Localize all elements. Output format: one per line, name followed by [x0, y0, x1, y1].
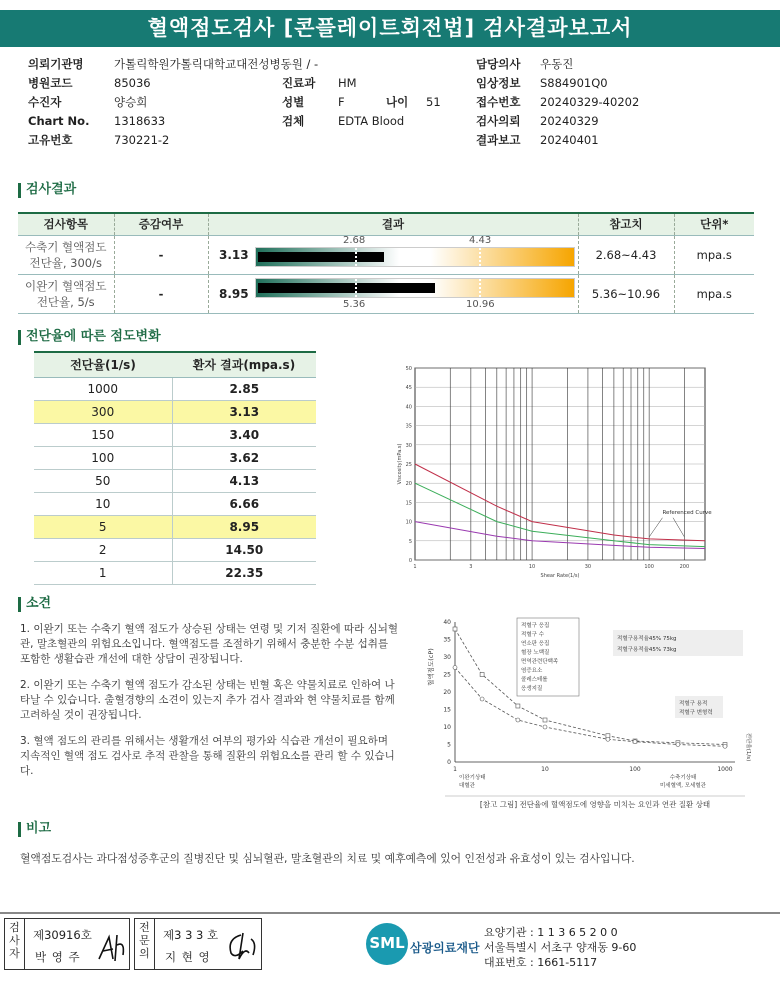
item-name: 수축기 혈액점도 [25, 239, 107, 254]
x-tick-label: 1 [413, 564, 417, 570]
label: 병원코드 [28, 76, 73, 90]
label: 접수번호 [476, 95, 521, 109]
item-cell [18, 274, 114, 313]
ref-xleft-label: 대혈관 [459, 783, 475, 789]
label: 결과보고 [476, 133, 521, 147]
col-ref: 참고치 [578, 213, 674, 235]
org-name: 삼광의료재단 [410, 941, 480, 955]
annotation-label: Referenced Curve [662, 509, 712, 516]
rate-cell: 10 [34, 492, 172, 515]
age-label: 나이 [386, 95, 409, 109]
value-cell: 2.85 [172, 377, 316, 400]
rate-cell: 50 [34, 469, 172, 492]
item-cell [18, 235, 114, 274]
examiner-name: 박 영 주 [35, 950, 81, 964]
result-value: 8.95 [219, 287, 249, 301]
ref-xleft-label: 이완기상태 [459, 775, 486, 781]
x-tick-label: 10 [528, 564, 536, 570]
ref-high-label: 10.96 [466, 299, 495, 310]
shear-row [34, 400, 316, 423]
ref-point [543, 718, 547, 722]
col-unit: 단위* [674, 213, 754, 235]
col-item: 검사항목 [18, 213, 114, 235]
ref-point [516, 718, 520, 722]
y-axis-label: Viscosity(mPa.s) [397, 443, 403, 485]
y-tick-label: 40 [405, 404, 412, 411]
value-cell: 14.50 [172, 538, 316, 561]
ref-y-tick: 10 [443, 724, 451, 731]
viscosity-chart [393, 362, 723, 582]
ref-x-tick: 1 [453, 766, 457, 773]
ref-y-label: 혈액점도(cP) [427, 648, 435, 686]
org-address [484, 925, 636, 970]
ref-point [453, 666, 457, 670]
ref-point [676, 743, 680, 747]
shear-row [34, 515, 316, 538]
section-note: 비고 [18, 821, 51, 837]
info-left [28, 55, 318, 150]
value: 730221-2 [114, 133, 170, 147]
ref-legend-b: 적혈구용적율45% 73kg [617, 647, 677, 653]
label: 수진자 [28, 95, 62, 109]
y-tick-label: 50 [405, 366, 412, 372]
remark-item: 2. 이완기 또는 수축기 혈액 점도가 감소된 상태는 빈혈 혹은 약물치료로 인하여 나타날 수 있습니다. 출혈경향의 소견이 있는지 추가 검사 결과와 현 약물치료를 함께 고려하실 것이 권장됩니다. [20, 679, 395, 721]
col-value: 환자 결과(mpa.s) [172, 352, 316, 377]
ref-point [480, 673, 484, 677]
label: 임상정보 [476, 76, 521, 90]
ref-legend-a: 적혈구용적율45% 75kg [617, 636, 677, 642]
value-cell: 3.13 [172, 400, 316, 423]
ref-point [516, 704, 520, 708]
ref-marker [355, 279, 357, 297]
value: S884901Q0 [540, 76, 608, 90]
label: 고유번호 [28, 133, 73, 147]
remark-item: 3. 혈액 점도의 관리를 위해서는 생활개선 여부의 평가와 식습관 개선이 필요하며 지속적인 혈액 점도 검사로 추적 관찰을 통해 질환의 위험요소를 관리 할 수 있습니다. [20, 735, 395, 777]
y-tick-label: 10 [405, 519, 412, 526]
col-change: 증감여부 [114, 213, 208, 235]
info-right [476, 55, 639, 150]
ref-legend-item: 적혈구 수 [521, 632, 545, 638]
value: 우동진 [540, 57, 574, 71]
value: 양승희 [114, 95, 148, 109]
ref-marker [479, 279, 481, 297]
shear-row [34, 446, 316, 469]
section-results: 검사결과 [18, 182, 76, 198]
ref-marker [479, 248, 481, 266]
ref-cell: 2.68~4.43 [578, 235, 674, 274]
specialist-name: 지 현 영 [165, 950, 211, 964]
ref-marker [355, 248, 357, 266]
y-tick-label: 45 [405, 385, 412, 392]
ref-legend-item: 적혈구 응집 [521, 623, 550, 629]
ref-high-label: 4.43 [469, 235, 492, 246]
item-name: 이완기 혈액점도 [25, 278, 107, 293]
age-value: 51 [426, 95, 441, 109]
shear-row [34, 423, 316, 446]
ref-legend-item: 연소판 응집 [521, 641, 550, 647]
ref-x-tick: 100 [629, 766, 641, 773]
value: 20240329-40202 [540, 95, 640, 109]
ref-right-label: 전단율(1/s) [745, 732, 751, 762]
specialist-signature [223, 929, 259, 963]
value-cell: 22.35 [172, 561, 316, 584]
y-tick-label: 35 [405, 423, 412, 430]
ref-low-label: 2.68 [343, 235, 366, 246]
rate-cell: 100 [34, 446, 172, 469]
addr-line: 서울특별시 서초구 양재동 9-60 [484, 941, 637, 954]
change-cell: - [114, 235, 208, 274]
specialist-label: 전 문 의 [135, 919, 155, 969]
x-tick-label: 30 [584, 564, 592, 570]
ref-y-tick: 0 [447, 759, 451, 766]
shear-row [34, 377, 316, 400]
ref-legend-c1: 적혈구 용적 [679, 701, 708, 707]
result-gauge-fill [258, 252, 384, 262]
ref-y-tick: 40 [443, 619, 451, 626]
ref-legend-item: 혈장 노백질 [521, 650, 550, 656]
col-result: 결과 [208, 213, 578, 235]
label: 담당의사 [476, 57, 521, 71]
specialist-no: 제3 3 3 호 [163, 928, 219, 942]
col-rate: 전단율(1/s) [34, 352, 172, 377]
logo-text: SML [369, 934, 405, 952]
note-text: 혈액점도검사는 과다점성증후군의 질병진단 및 심뇌혈관, 말초혈관의 치료 및 예후예측에 있어 인전성과 유효성이 있는 검사입니다. [20, 852, 635, 865]
shear-row [34, 469, 316, 492]
ref-cell: 5.36~10.96 [578, 274, 674, 313]
examiner-no: 제30916호 [33, 928, 92, 942]
ref-y-tick: 20 [443, 689, 451, 696]
ref-x-tick: 10 [541, 766, 549, 773]
result-value: 3.13 [219, 248, 249, 262]
ref-caption: [참고 그림] 전단율에 혈액점도에 영향을 미치는 요인과 연관 질환 상태 [479, 800, 711, 809]
ref-y-tick: 30 [443, 654, 451, 661]
unit-cell: mpa.s [674, 235, 754, 274]
shear-row [34, 538, 316, 561]
examiner-signature [95, 931, 127, 965]
ref-point [633, 740, 637, 744]
remarks-list [20, 622, 400, 790]
rate-cell: 300 [34, 400, 172, 423]
y-tick-label: 25 [405, 462, 412, 468]
rate-cell: 5 [34, 515, 172, 538]
ref-low-label: 5.36 [343, 299, 366, 310]
rate-cell: 1 [34, 561, 172, 584]
change-cell: - [114, 274, 208, 313]
remark-item: 1. 이완기 또는 수축기 혈액 점도가 상승된 상태는 연령 및 기저 질환에 따라 심뇌혈관, 말초혈관의 위험요소입니다. 혈액점도를 조절하기 위해서 충분한 수분 섭취를 포함한 생활습관 개선에 대한 상담이 권장됩니다. [20, 623, 398, 665]
label: 검사의뢰 [476, 114, 521, 128]
item-sub: 전단율, 300/s [29, 255, 102, 270]
x-tick-label: 3 [469, 564, 473, 570]
result-gauge-fill [258, 283, 435, 293]
ref-legend-item: 콜레스테롤 [521, 677, 548, 683]
ref-xright-label: 수축기상태 [669, 775, 697, 781]
shear-row [34, 492, 316, 515]
ref-point [723, 744, 727, 748]
ref-y-tick: 25 [443, 671, 451, 679]
value: HM [338, 76, 357, 90]
value: 20240401 [540, 133, 599, 147]
addr-line: 요양기관 : 1 1 3 6 5 2 0 0 [484, 926, 618, 939]
signature-examiner [4, 918, 130, 970]
label: 검체 [282, 114, 305, 128]
ref-legend-item: 면역관련단백족 [521, 659, 559, 665]
ref-point [453, 627, 457, 631]
report-title: 혈액점도검사 [콘플레이트회전법] 검사결과보고서 [0, 10, 780, 47]
ref-y-tick: 15 [443, 706, 451, 714]
info-mid [282, 74, 441, 131]
item-sub: 전단율, 5/s [36, 294, 95, 309]
value-cell: 8.95 [172, 515, 316, 538]
result-gauge [255, 278, 575, 298]
shear-row [34, 561, 316, 584]
label: 진료과 [282, 76, 316, 90]
rate-cell: 1000 [34, 377, 172, 400]
x-tick-label: 200 [679, 564, 690, 570]
ref-y-tick: 35 [443, 636, 451, 644]
ref-xright-label: 미세혈액, 모세혈관 [659, 783, 707, 789]
x-tick-label: 100 [644, 564, 654, 570]
label: 성별 [282, 95, 305, 109]
addr-line: 대표번호 : 1661-5117 [484, 956, 598, 969]
value-cell: 4.13 [172, 469, 316, 492]
value-cell: 3.62 [172, 446, 316, 469]
ref-legend-item: 염증요소 [521, 668, 543, 674]
rate-cell: 2 [34, 538, 172, 561]
unit-cell: mpa.s [674, 274, 754, 313]
ref-legend-item: 응생지질 [521, 686, 543, 692]
ref-y-tick: 5 [447, 741, 451, 749]
label: Chart No. [28, 114, 90, 128]
y-tick-label: 0 [408, 558, 412, 564]
y-tick-label: 15 [405, 500, 412, 507]
rate-cell: 150 [34, 423, 172, 446]
y-tick-label: 5 [408, 538, 412, 545]
y-tick-label: 20 [405, 481, 412, 488]
value: 가톨릭학원가톨릭대학교대전성병동원 / - [114, 57, 319, 71]
section-remarks: 소견 [18, 596, 51, 612]
label: 의뢰기관명 [28, 57, 84, 71]
result-gauge [255, 247, 575, 267]
section-shear: 전단율에 따른 점도변화 [18, 329, 161, 345]
y-tick-label: 30 [405, 442, 412, 449]
value-cell: 6.66 [172, 492, 316, 515]
x-axis-label: Shear Rate(1/s) [540, 573, 580, 579]
value: EDTA Blood [338, 114, 405, 128]
ref-point [606, 737, 610, 741]
value: 1318633 [114, 114, 166, 128]
ref-x-tick: 1000 [717, 766, 733, 773]
signature-specialist [134, 918, 262, 970]
ref-point [480, 697, 484, 701]
reference-figure [425, 612, 755, 812]
value-cell: 3.40 [172, 423, 316, 446]
shear-table [34, 351, 316, 585]
value: 85036 [114, 76, 151, 90]
ref-legend-c2: 적혈구 변형력 [679, 710, 713, 716]
examiner-label: 검 사 자 [5, 919, 25, 969]
value: F [338, 95, 345, 109]
ref-legend-box [517, 618, 579, 696]
value: 20240329 [540, 114, 599, 128]
ref-point [543, 725, 547, 729]
